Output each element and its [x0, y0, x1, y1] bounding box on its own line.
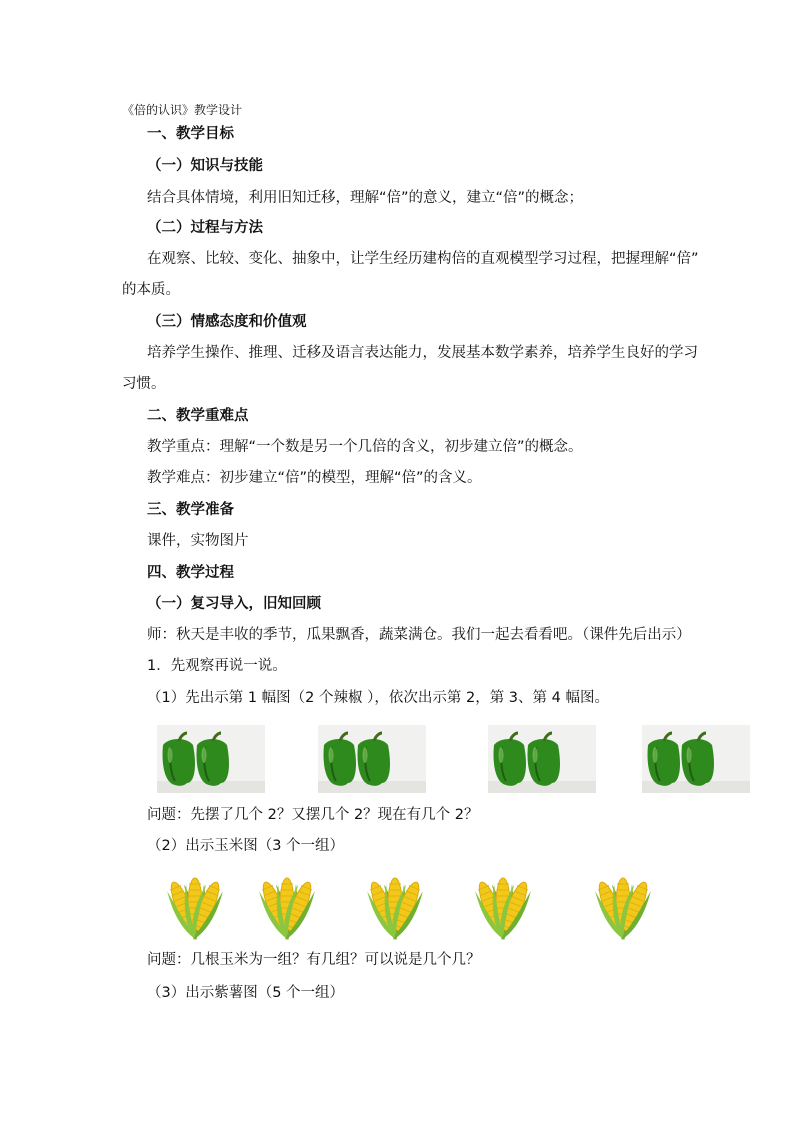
heading-teaching-objectives: 一、教学目标 — [147, 126, 234, 142]
paragraph-step-1-3: （3）出示紫薯图（5 个一组） — [147, 985, 345, 1001]
heading-key-difficult-points: 二、教学重难点 — [147, 408, 249, 424]
corn-image-1 — [155, 870, 235, 942]
paragraph-process-line2: 的本质。 — [122, 282, 180, 298]
subheading-review-intro: （一）复习导入，旧知回顾 — [147, 596, 321, 612]
document-title: 《倍的认识》教学设计 — [122, 103, 243, 117]
paragraph-attitude-line1: 培养学生操作、推理、迁移及语言表达能力，发展基本数学素养，培养学生良好的学习 — [147, 345, 698, 361]
heading-teaching-preparation: 三、教学准备 — [147, 502, 234, 518]
paragraph-step-1: 1．先观察再说一说。 — [147, 658, 287, 674]
question-corn: 问题：几根玉米为一组？有几组？可以说是几个几？ — [147, 952, 481, 968]
pepper-image-1 — [157, 725, 265, 793]
corn-group-1 — [155, 870, 235, 942]
heading-teaching-process: 四、教学过程 — [147, 565, 234, 581]
paragraph-process-line1: 在观察、比较、变化、抽象中，让学生经历建构倍的直观模型学习过程，把握理解“倍” — [147, 251, 699, 267]
paragraph-teacher-intro: 师：秋天是丰收的季节，瓜果飘香，蔬菜满仓。我们一起去看看吧。（课件先后出示） — [147, 627, 691, 643]
paragraph-key-point: 教学重点：理解“一个数是另一个几倍的含义，初步建立倍”的概念。 — [147, 439, 583, 455]
paragraph-attitude-line2: 习惯。 — [122, 376, 166, 392]
pepper-pair-3 — [488, 725, 596, 793]
corn-image-3 — [355, 870, 435, 942]
pepper-pair-2 — [318, 725, 426, 793]
pepper-pair-1 — [157, 725, 265, 793]
corn-group-4 — [463, 870, 543, 942]
corn-image-5 — [583, 870, 663, 942]
paragraph-preparation: 课件，实物图片 — [147, 533, 249, 549]
corn-image-4 — [463, 870, 543, 942]
corn-group-3 — [355, 870, 435, 942]
paragraph-step-1-1: （1）先出示第 1 幅图（2 个辣椒 ），依次出示第 2，第 3、第 4 幅图。 — [147, 690, 609, 706]
paragraph-step-1-2: （2）出示玉米图（3 个一组） — [147, 838, 345, 854]
pepper-image-3 — [488, 725, 596, 793]
corn-group-2 — [247, 870, 327, 942]
corn-image-2 — [247, 870, 327, 942]
subheading-knowledge-skills: （一）知识与技能 — [147, 158, 263, 174]
pepper-pair-4 — [642, 725, 750, 793]
subheading-attitude-values: （三）情感态度和价值观 — [147, 314, 307, 330]
subheading-process-method: （二）过程与方法 — [147, 220, 263, 236]
pepper-image-4 — [642, 725, 750, 793]
corn-group-5 — [583, 870, 663, 942]
pepper-image-2 — [318, 725, 426, 793]
paragraph-knowledge: 结合具体情境，利用旧知迁移，理解“倍”的意义，建立“倍”的概念； — [147, 190, 584, 206]
question-peppers: 问题：先摆了几个 2？又摆几个 2？现在有几个 2？ — [147, 807, 479, 823]
paragraph-difficult-point: 教学难点：初步建立“倍”的模型，理解“倍”的含义。 — [147, 470, 482, 486]
